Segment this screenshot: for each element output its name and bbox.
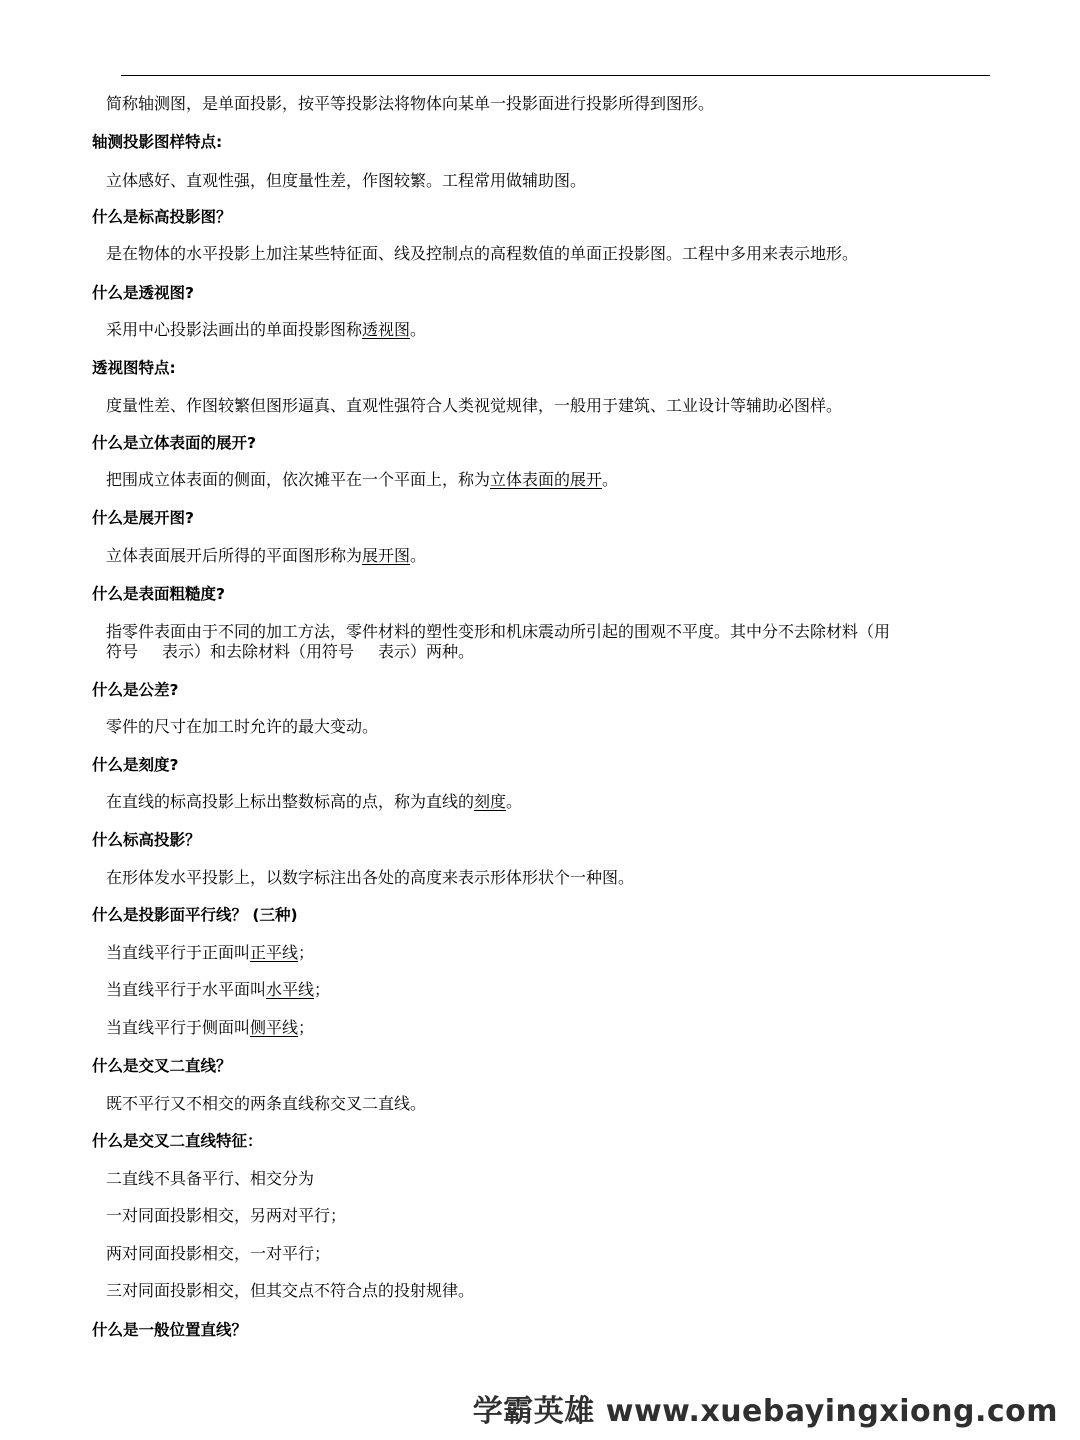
question-heading: 什么是标高投影图？ (92, 208, 232, 226)
list-item (106, 1017, 314, 1039)
question-heading: 什么是刻度? (92, 756, 179, 774)
answer-text (106, 641, 474, 663)
underlined-term: 刻度 (474, 792, 507, 811)
list-item (106, 979, 330, 1001)
list-item: 一对同面投影相交，另两对平行； (106, 1206, 347, 1225)
underlined-term: 展开图 (362, 546, 411, 565)
list-item: 二直线不具备平行、相交分为 (106, 1169, 315, 1188)
answer-text-part: 。 (410, 546, 427, 565)
underlined-term: 正平线 (250, 943, 299, 962)
question-heading: 什么是交叉二直线？ (92, 1057, 232, 1075)
list-item: 两对同面投影相交，一对平行； (106, 1244, 331, 1263)
answer-text-part: 当直线平行于侧面叫 (106, 1018, 251, 1037)
underlined-term: 立体表面的展开 (490, 470, 603, 489)
question-heading: 什么是透视图? (92, 284, 194, 302)
answer-text-part: 。 (410, 320, 427, 339)
answer-text (106, 319, 426, 341)
question-heading: 什么是立体表面的展开? (92, 434, 256, 452)
underlined-term: 透视图 (362, 320, 411, 339)
question-heading: 透视图特点: (92, 359, 176, 377)
answer-text-part: 符号 (106, 642, 139, 661)
answer-text: 在形体发水平投影上，以数字标注出各处的高度来表示形体形状个一种图。 (106, 868, 635, 887)
answer-text-part: 采用中心投影法画出的单面投影图称 (106, 320, 363, 339)
underlined-term: 水平线 (266, 980, 315, 999)
question-heading: 什么是投影面平行线？ (三种) (92, 906, 298, 924)
answer-text-part: 当直线平行于水平面叫 (106, 980, 267, 999)
answer-text (106, 545, 426, 567)
answer-text-part: 表示）和去除材料（用符号 (162, 642, 355, 661)
answer-text: 零件的尺寸在加工时允许的最大变动。 (106, 717, 379, 736)
answer-text-part: 。 (602, 470, 619, 489)
question-heading: 轴测投影图样特点: (92, 133, 223, 151)
answer-text: 既不平行又不相交的两条直线称交叉二直线。 (106, 1094, 427, 1113)
answer-text (106, 791, 522, 813)
answer-text: 是在物体的水平投影上加注某些特征面、线及控制点的高程数值的单面正投影图。工程中多用来表示地形。 (106, 244, 859, 263)
list-item: 三对同面投影相交，但其交点不符合点的投射规律。 (106, 1281, 475, 1300)
answer-text-part: 把围成立体表面的侧面，依次摊平在一个平面上，称为 (106, 470, 491, 489)
answer-text: 立体感好、直观性强，但度量性差，作图较繁。工程常用做辅助图。 (106, 171, 587, 190)
answer-text-part: 在直线的标高投影上标出整数标高的点，称为直线的 (106, 792, 475, 811)
answer-text-part: 表示）两种。 (378, 642, 475, 661)
answer-text: 指零件表面由于不同的加工方法，零件材料的塑性变形和机床震动所引起的围观不平度。其中分不去除材料（用 (106, 622, 891, 641)
answer-text-part: 立体表面展开后所得的平面图形称为 (106, 546, 363, 565)
question-heading: 什么是公差? (92, 681, 179, 699)
answer-text-part: ； (298, 943, 315, 962)
question-heading: 什么标高投影？ (92, 831, 201, 849)
underlined-term: 侧平线 (250, 1018, 299, 1037)
answer-text-part: 。 (506, 792, 523, 811)
site-watermark: 学霸英雄 www.xuebayingxiong.com (472, 1394, 1058, 1429)
intro-text: 简称轴测图，是单面投影，按平等投影法将物体向某单一投影面进行投影所得到图形。 (106, 94, 715, 113)
answer-text-part: ； (298, 1018, 315, 1037)
answer-text-part: 当直线平行于正面叫 (106, 943, 251, 962)
question-heading: 什么是交叉二直线特征： (92, 1132, 263, 1150)
answer-text (106, 469, 618, 491)
answer-text: 度量性差、作图较繁但图形逼真、直观性强符合人类视觉规律，一般用于建筑、工业设计等辅助必图样。 (106, 396, 843, 415)
question-heading: 什么是展开图? (92, 509, 194, 527)
answer-text-part: ； (314, 980, 331, 999)
question-heading: 什么是表面粗糙度? (92, 585, 225, 603)
list-item (106, 942, 314, 964)
question-heading: 什么是一般位置直线？ (92, 1321, 248, 1339)
